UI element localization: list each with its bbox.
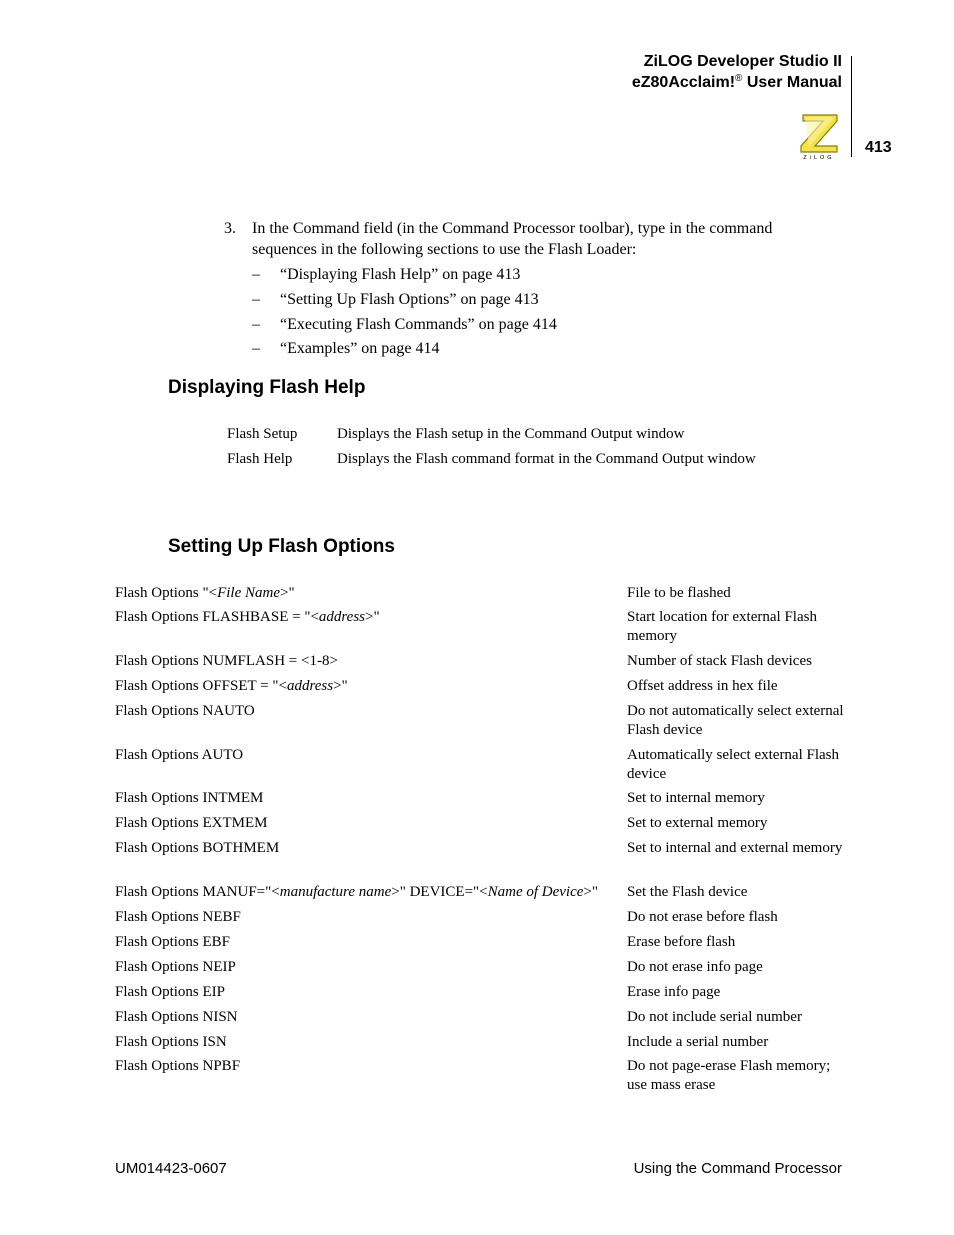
header-divider: [851, 56, 852, 157]
option-description: Offset address in hex file: [627, 678, 778, 694]
footer-doc-id: UM014423-0607: [115, 1160, 227, 1177]
option-command: Flash Options NAUTO: [115, 703, 255, 719]
option-description: Include a serial number: [627, 1034, 769, 1050]
step-subitem: – “Displaying Flash Help” on page 413: [252, 266, 521, 283]
help-description: Displays the Flash command format in the Command Output window: [337, 451, 756, 467]
option-description: Number of stack Flash devices: [627, 653, 812, 669]
option-command: Flash Options NISN: [115, 1009, 238, 1025]
section-title-options: Setting Up Flash Options: [168, 536, 395, 557]
option-command: Flash Options AUTO: [115, 747, 244, 763]
option-description: Start location for external Flash memory: [627, 609, 817, 644]
option-command: Flash Options BOTHMEM: [115, 840, 280, 856]
option-description: Do not erase info page: [627, 959, 763, 975]
page-number: 413: [865, 139, 892, 156]
step-subitem: – “Setting Up Flash Options” on page 413: [252, 291, 539, 308]
svg-text:ZiLOG: ZiLOG: [803, 155, 835, 160]
help-description: Displays the Flash setup in the Command Output window: [337, 426, 685, 442]
step-number: 3.: [224, 220, 236, 237]
zilog-logo-icon: [795, 112, 843, 160]
option-command: Flash Options OFFSET = "<address>": [115, 678, 348, 694]
option-description: Set the Flash device: [627, 884, 748, 900]
option-description: Set to internal memory: [627, 790, 765, 806]
section-title-help: Displaying Flash Help: [168, 377, 366, 398]
option-description: Set to external memory: [627, 815, 768, 831]
option-description: File to be flashed: [627, 585, 731, 601]
step-text: In the Command field (in the Command Processor toolbar), type in the command sequences in the following sections to use the Flash Loader:: [252, 220, 773, 258]
footer-section: Using the Command Processor: [633, 1160, 842, 1177]
option-command: Flash Options FLASHBASE = "<address>": [115, 609, 380, 625]
registered-mark: ®: [735, 73, 743, 84]
header-subtitle: eZ80Acclaim!® User Manual: [631, 73, 842, 91]
option-command: Flash Options MANUF="<manufacture name>" DEVICE="<Name of Device>": [115, 884, 599, 900]
option-command: Flash Options NPBF: [115, 1058, 241, 1074]
step-subitem: – “Examples” on page 414: [252, 340, 440, 357]
step-subitem: – “Executing Flash Commands” on page 414: [252, 316, 557, 333]
option-description: Do not include serial number: [627, 1009, 802, 1025]
help-command: Flash Help: [227, 451, 293, 467]
option-command: Flash Options NEBF: [115, 909, 241, 925]
option-description: Erase before flash: [627, 934, 736, 950]
option-description: Automatically select external Flash device: [627, 747, 840, 782]
option-description: Erase info page: [627, 984, 721, 1000]
header-title: ZiLOG Developer Studio II: [643, 53, 842, 70]
option-command: Flash Options EBF: [115, 934, 231, 950]
option-command: Flash Options ISN: [115, 1034, 227, 1050]
option-command: Flash Options INTMEM: [115, 790, 264, 806]
option-command: Flash Options "<File Name>": [115, 585, 295, 601]
option-command: Flash Options NEIP: [115, 959, 236, 975]
option-description: Do not erase before flash: [627, 909, 778, 925]
option-description: Do not automatically select external Flash device: [627, 703, 844, 738]
option-command: Flash Options EXTMEM: [115, 815, 268, 831]
option-description: Set to internal and external memory: [627, 840, 843, 856]
option-description: Do not page-erase Flash memory; use mass erase: [627, 1058, 831, 1093]
option-command: Flash Options NUMFLASH = <1-8>: [115, 653, 338, 669]
option-command: Flash Options EIP: [115, 984, 226, 1000]
help-command: Flash Setup: [227, 426, 298, 442]
